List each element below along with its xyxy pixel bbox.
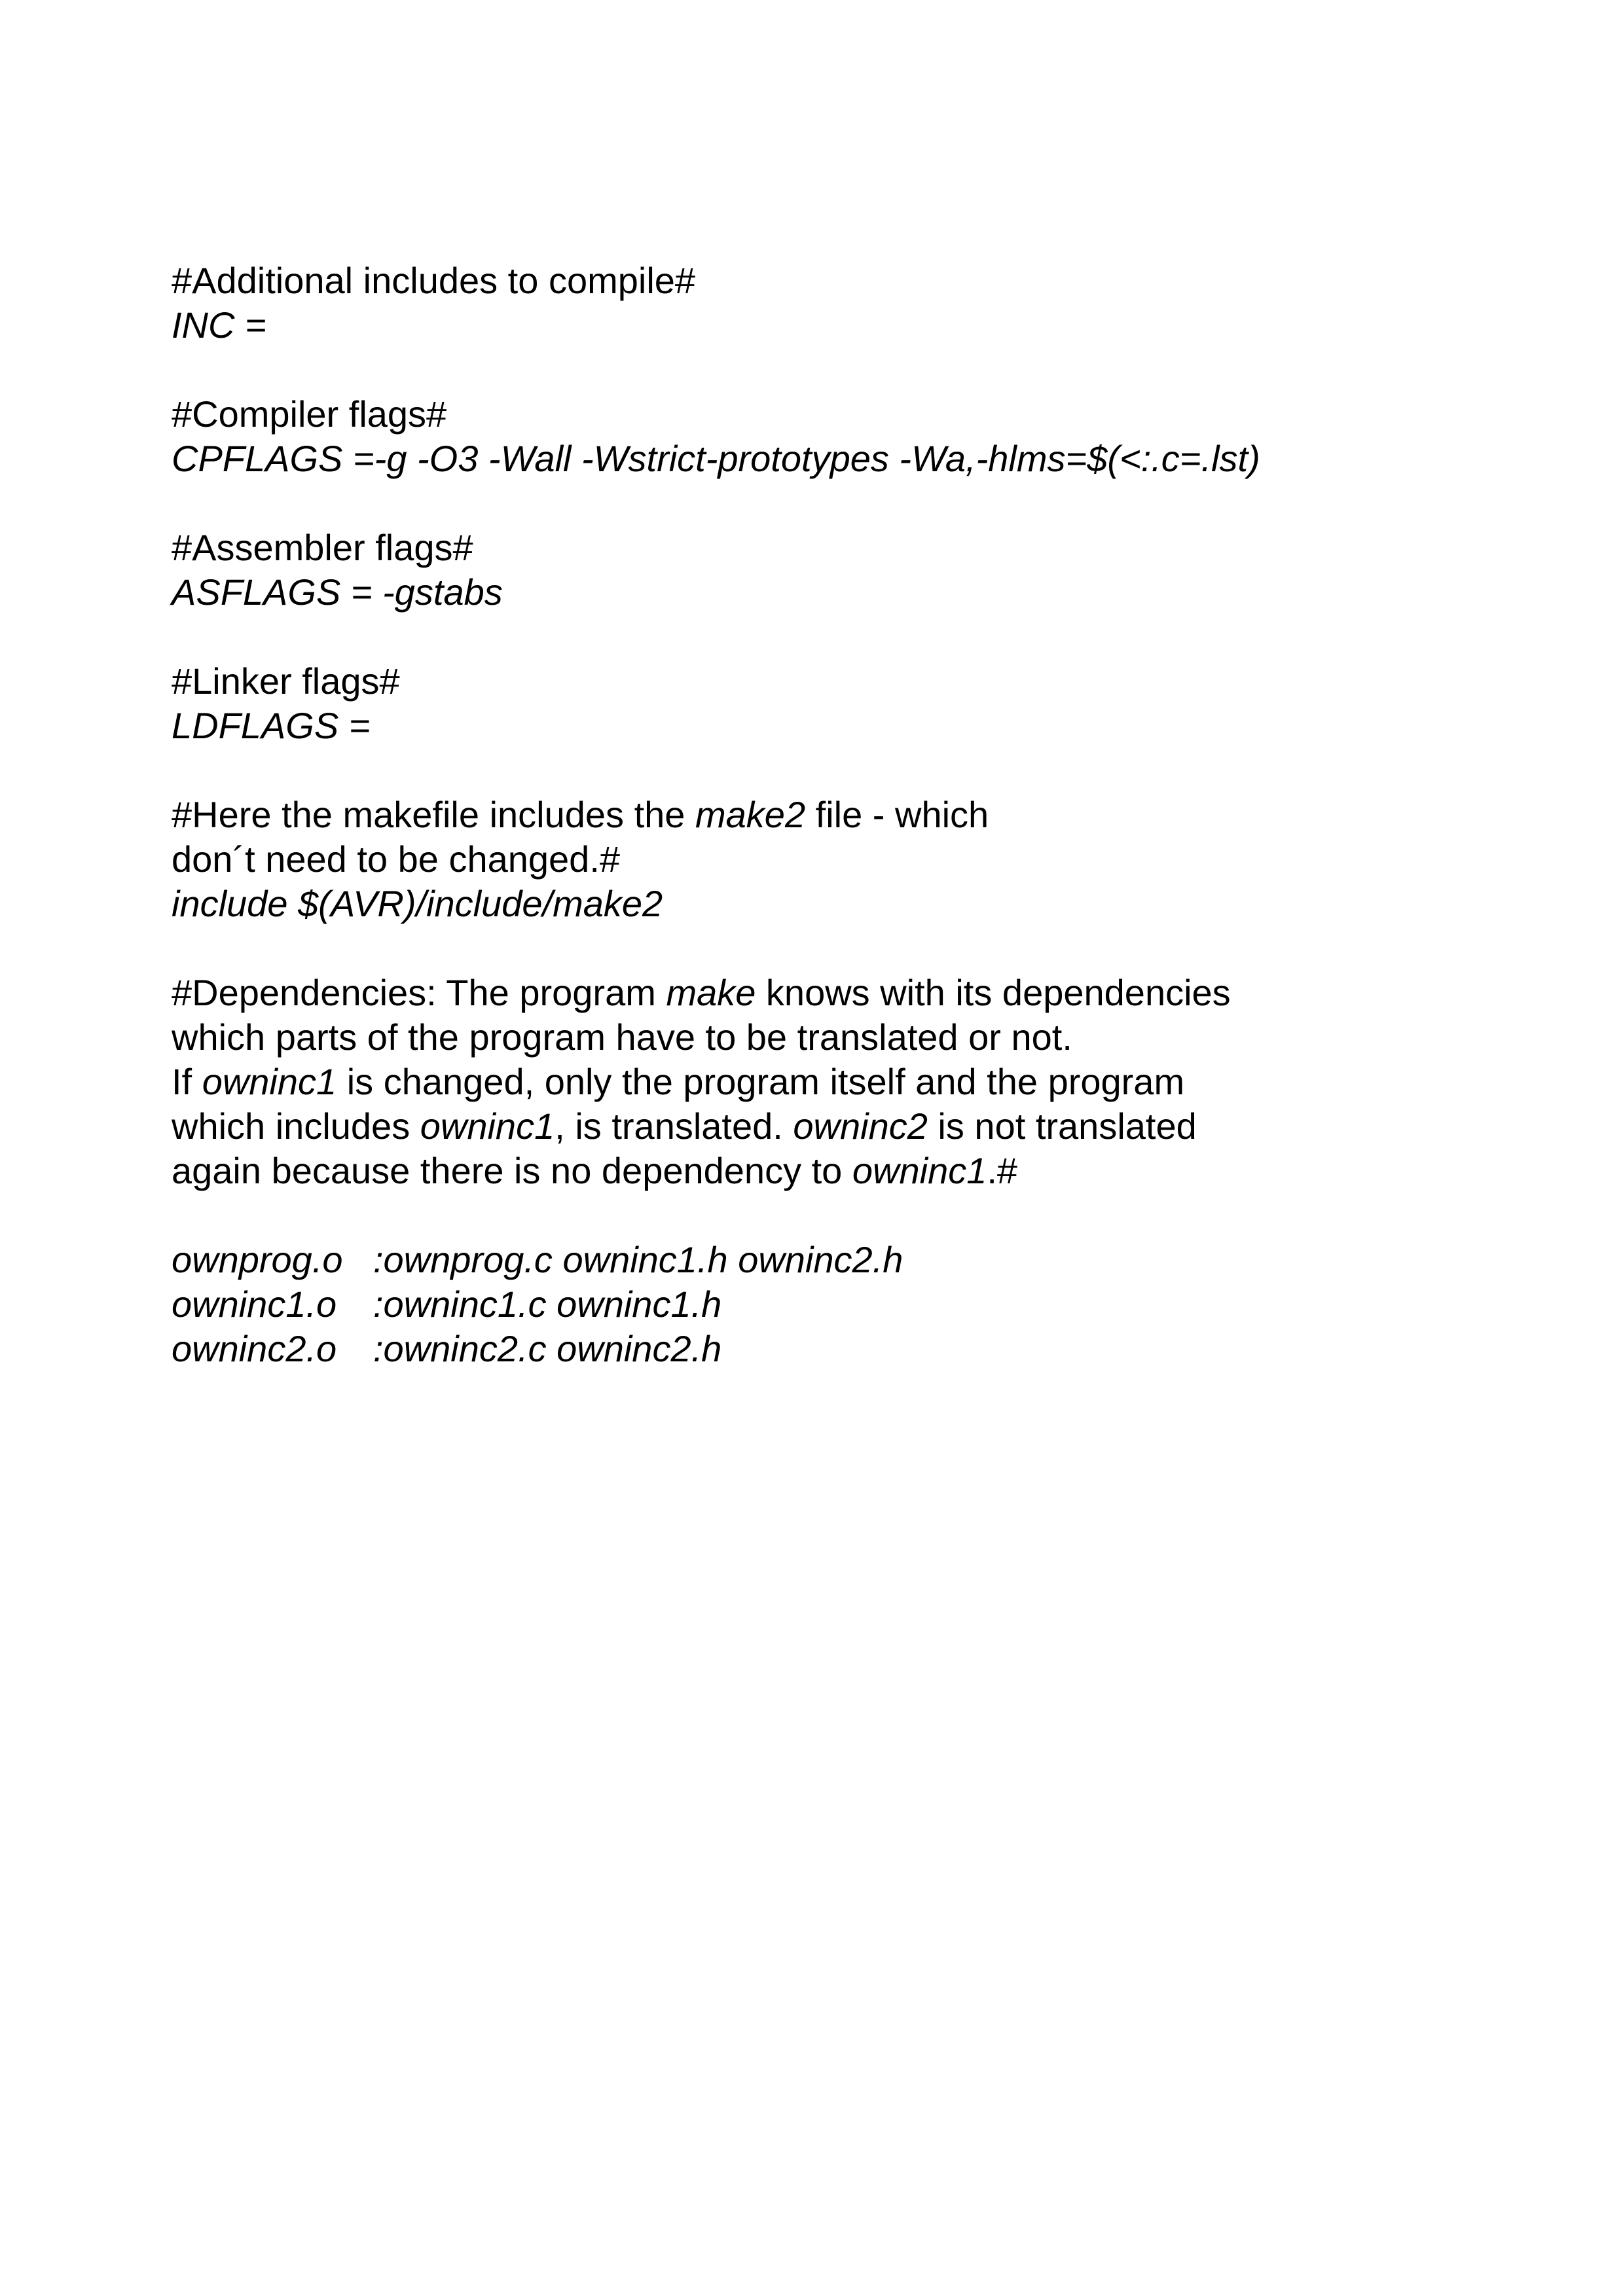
emphasis-run: make2 xyxy=(695,794,806,835)
text-run: file - which xyxy=(805,794,989,835)
emphasis-run: owninc2 xyxy=(793,1105,928,1147)
rule-target: owninc2.o xyxy=(172,1328,337,1369)
text-run: , is translated. xyxy=(555,1105,793,1147)
rule-line xyxy=(172,1282,1481,1327)
spacer xyxy=(172,1193,1481,1238)
include-code: include $(AVR)/include/make2 xyxy=(172,883,663,924)
text-run: .# xyxy=(987,1150,1018,1191)
ldflags-comment: #Linker flags# xyxy=(172,660,400,702)
dependencies-line1 xyxy=(172,971,1481,1015)
spacer xyxy=(172,926,1481,971)
text-run: is not translated xyxy=(927,1105,1197,1147)
text-run: which includes xyxy=(172,1105,420,1147)
text-run: is changed, only the program itself and the program xyxy=(337,1061,1185,1102)
dependencies-line3 xyxy=(172,1060,1481,1104)
text-run: again because there is no dependency to xyxy=(172,1150,852,1191)
include-comment-line1 xyxy=(172,793,1481,837)
emphasis-run: owninc1 xyxy=(202,1061,337,1102)
text-run: #Here the makefile includes the xyxy=(172,794,695,835)
spacer xyxy=(172,615,1481,659)
asflags-comment: #Assembler flags# xyxy=(172,527,473,568)
rule-deps: :owninc1.c owninc1.h xyxy=(373,1283,722,1325)
rule-target: ownprog.o xyxy=(172,1239,343,1280)
spacer xyxy=(172,481,1481,526)
document-body xyxy=(172,259,1481,1371)
emphasis-run: owninc1 xyxy=(852,1150,987,1191)
rule-line xyxy=(172,1238,1481,1282)
ldflags-code: LDFLAGS = xyxy=(172,705,371,746)
text-run: If xyxy=(172,1061,202,1102)
emphasis-run: owninc1 xyxy=(420,1105,555,1147)
dependencies-line4 xyxy=(172,1104,1481,1149)
rule-target: owninc1.o xyxy=(172,1283,337,1325)
spacer xyxy=(172,348,1481,392)
spacer xyxy=(172,748,1481,793)
rule-deps: :ownprog.c owninc1.h owninc2.h xyxy=(373,1239,903,1280)
dependencies-line5 xyxy=(172,1149,1481,1193)
emphasis-run: make xyxy=(666,972,756,1013)
dependencies-line2: which parts of the program have to be translated or not. xyxy=(172,1016,1072,1058)
rule-deps: :owninc2.c owninc2.h xyxy=(373,1328,722,1369)
rule-line xyxy=(172,1327,1481,1371)
text-run: knows with its dependencies xyxy=(756,972,1231,1013)
include-comment-line2: don´t need to be changed.# xyxy=(172,838,621,880)
cpflags-code: CPFLAGS =-g -O3 -Wall -Wstrict-prototypes -Wa,-hlms=$(<:.c=.lst) xyxy=(172,438,1260,479)
inc-code: INC = xyxy=(172,304,266,346)
text-run: #Dependencies: The program xyxy=(172,972,666,1013)
inc-comment: #Additional includes to compile# xyxy=(172,260,696,301)
asflags-code: ASFLAGS = -gstabs xyxy=(172,571,503,613)
cpflags-comment: #Compiler flags# xyxy=(172,393,447,435)
